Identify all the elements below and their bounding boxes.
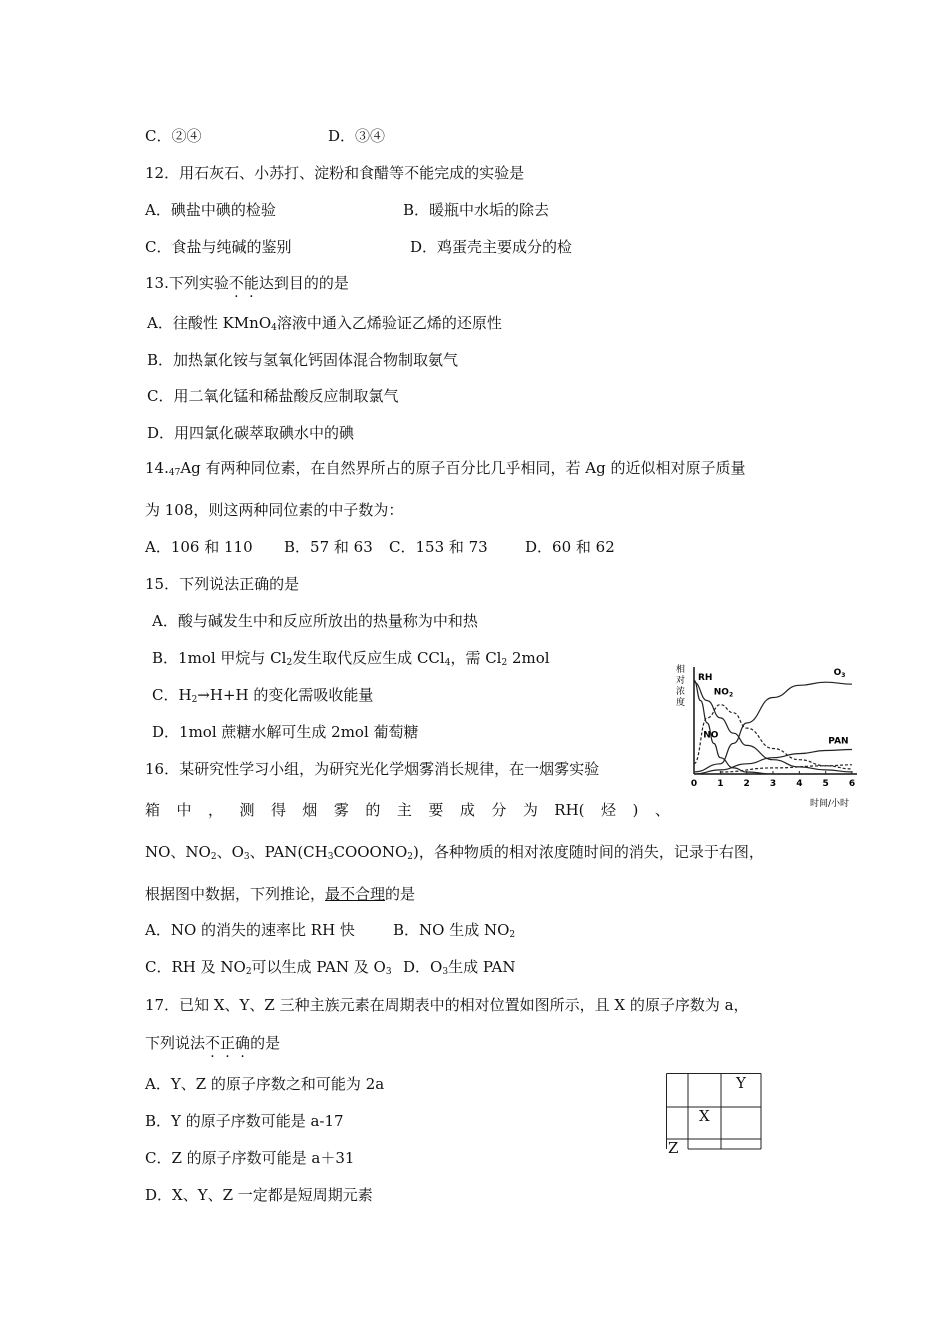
text: C．RH 及 NO (145, 958, 246, 976)
subscript: 2 (191, 695, 198, 705)
q16-line2-char: 分 (491, 801, 507, 819)
x-tick-label: 3 (769, 779, 777, 789)
q16-line2-char: 烃 (601, 801, 617, 819)
text: 根据图中数据，下列推论， (145, 885, 326, 903)
q14-option-d: D．60 和 62 (525, 538, 615, 556)
q13-option-a (147, 313, 502, 338)
q13-stem (145, 273, 349, 293)
x-tick-label: 1 (717, 779, 724, 789)
emphasis-dot-char: 不 (228, 274, 244, 292)
subscript: 2 (407, 852, 413, 862)
q15-option-c (152, 685, 373, 710)
text: A．往酸性 KMnO (147, 314, 272, 332)
q12-option-c: C．食盐与纯碱的鉴别 (145, 238, 292, 256)
series-label-no: NO (703, 730, 719, 741)
q16-line2-char: 要 (428, 801, 444, 819)
emphasis-dot-char: 不 (205, 1034, 221, 1052)
x-tick-label: 6 (848, 779, 856, 789)
text: COOONO (333, 843, 408, 861)
q13-option-d: D．用四氯化碳萃取碘水中的碘 (147, 424, 355, 442)
q16-line2-char: 雾 (333, 801, 349, 819)
q16-option-c (145, 957, 392, 982)
text: 下列说法 (145, 1034, 206, 1052)
q15-option-d: D．1mol 蔗糖水解可生成 2mol 葡萄糖 (152, 723, 419, 741)
subscript: 3 (442, 967, 449, 977)
x-tick-label: 2 (743, 779, 750, 789)
grid-lines (666, 1073, 766, 1159)
q16-line2-char: 的 (365, 801, 381, 819)
q16-line2-char: 测 (239, 801, 255, 819)
text: B．NO 生成 NO (393, 921, 510, 939)
cell-z: Z (668, 1139, 679, 1157)
q16-line2-char: 主 (396, 801, 412, 819)
q12-option-d: D．鸡蛋壳主要成分的检 (410, 238, 573, 256)
q17-option-d: D．X、Y、Z 一定都是短周期元素 (145, 1186, 373, 1204)
text: 2mol (507, 649, 550, 667)
series-label-no2: $NO_2$ (713, 687, 734, 699)
subscript: 4 (271, 323, 277, 333)
q16-line2-char: ) (632, 801, 639, 819)
text: 的是 (250, 1034, 281, 1052)
q16-option-b (393, 920, 515, 945)
q13-stem-part: 达到目的的是 (258, 274, 349, 292)
q16-line2 (145, 800, 670, 820)
q14-option-b: B．57 和 63 (284, 538, 373, 556)
subscript: 2 (509, 930, 516, 940)
q14-line1 (145, 458, 746, 483)
x-tick-label: 4 (796, 779, 803, 789)
q12-option-a: A．碘盐中碘的检验 (145, 201, 276, 219)
q14-line2: 为 108，则这两种同位素的中子数为： (145, 501, 404, 519)
q16-line4 (145, 884, 415, 904)
text: 、PAN(CH (249, 843, 328, 861)
q13-stem-part: 13.下列实验 (145, 274, 229, 292)
cell-y: Y (736, 1074, 746, 1092)
q12-option-b: B．暖瓶中水垢的除去 (403, 201, 550, 219)
q11-option-d: D．③④ (328, 127, 386, 145)
q16-line2-char: 中 (176, 801, 192, 819)
q14-number: 14. (145, 459, 169, 477)
text: 可以生成 PAN 及 O (251, 958, 386, 976)
q16-line3 (145, 842, 764, 867)
series-label-rh: RH (697, 673, 713, 684)
subscript: 2 (501, 658, 508, 668)
underlined-text: 最不合理 (325, 885, 386, 903)
text: 、O (216, 843, 244, 861)
q16-line2-char: 成 (459, 801, 475, 819)
series-baseline (720, 765, 852, 772)
q15-stem: 15．下列说法正确的是 (145, 575, 300, 593)
text: →H+H 的变化需吸收能量 (197, 686, 374, 704)
text: 发生取代反应生成 CCl (292, 649, 445, 667)
text: NO、NO (145, 843, 211, 861)
x-tick-label: 0 (690, 779, 698, 789)
q16-line2-char: ， (207, 801, 223, 819)
q17-option-b: B．Y 的原子序数可能是 a-17 (145, 1112, 344, 1130)
subscript: 3 (243, 852, 250, 862)
y-axis-label: 相对浓度 (676, 665, 686, 708)
cell-x: X (699, 1107, 710, 1125)
text: 溶液中通入乙烯验证乙烯的还原性 (276, 314, 502, 332)
q17-line2 (145, 1033, 280, 1053)
q17-line1: 17．已知 X、Y、Z 三种主族元素在周期表中的相对位置如图所示，且 X 的原子序数为 a， (145, 996, 749, 1014)
text: 的是 (385, 885, 416, 903)
emphasis-dot-char: 能 (243, 274, 259, 292)
text: Ag 有两种同位素，在自然界所占的原子百分比几乎相同，若 Ag 的近似相对原子质量 (180, 459, 746, 477)
q14-option-a: A．106 和 110 (145, 538, 253, 556)
periodic-table-fragment (666, 1073, 766, 1159)
text: )，各种物质的相对浓度随时间的消失，记录于右图， (413, 843, 764, 861)
q17-option-c: C．Z 的原子序数可能是 a＋31 (145, 1149, 355, 1167)
text: B．1mol 甲烷与 Cl (152, 649, 287, 667)
atomic-number-prescript: 47 (168, 468, 181, 478)
q16-line2-char: 烟 (302, 801, 318, 819)
text: ，需 Cl (450, 649, 502, 667)
smog-concentration-chart (672, 662, 862, 812)
q13-option-b: B．加热氯化铵与氢氧化钙固体混合物制取氨气 (147, 351, 459, 369)
subscript: 3 (327, 852, 334, 862)
emphasis-dot-char: 正 (220, 1034, 236, 1052)
q16-line2-char: RH( (554, 801, 585, 819)
text: C．H (152, 686, 192, 704)
q11-option-c: C．②④ (145, 127, 202, 145)
q15-option-b (152, 648, 550, 673)
x-axis-label: 时间/小时 (810, 799, 850, 809)
q16-line2-char: 得 (270, 801, 286, 819)
subscript: 2 (286, 658, 293, 668)
subscript: 2 (210, 852, 217, 862)
q15-option-a: A．酸与碱发生中和反应所放出的热量称为中和热 (152, 612, 478, 630)
series-label-pan: PAN (828, 736, 849, 747)
subscript: 2 (245, 967, 252, 977)
q16-line2-char: 为 (522, 801, 538, 819)
q13-option-c: C．用二氧化锰和稀盐酸反应制取氯气 (147, 387, 399, 405)
q16-line2-char: 、 (654, 801, 670, 819)
subscript: 3 (385, 967, 392, 977)
q16-option-a: A．NO 的消失的速率比 RH 快 (145, 921, 355, 939)
text: 生成 PAN (448, 958, 516, 976)
q16-option-d (403, 957, 516, 982)
q16-line1: 16．某研究性学习小组，为研究光化学烟雾消长规律，在一烟雾实验 (145, 760, 600, 778)
subscript: 4 (444, 658, 451, 668)
q14-option-c: C．153 和 73 (389, 538, 488, 556)
series-label-o3: $O_3$ (833, 668, 846, 680)
q16-line2-char: 箱 (145, 801, 161, 819)
x-tick-label: 5 (822, 779, 829, 789)
q12-stem: 12．用石灰石、小苏打、淀粉和食醋等不能完成的实验是 (145, 164, 525, 182)
q17-option-a: A．Y、Z 的原子序数之和可能为 2a (145, 1075, 385, 1093)
emphasis-dot-char: 确 (235, 1034, 251, 1052)
text: D．O (403, 958, 443, 976)
